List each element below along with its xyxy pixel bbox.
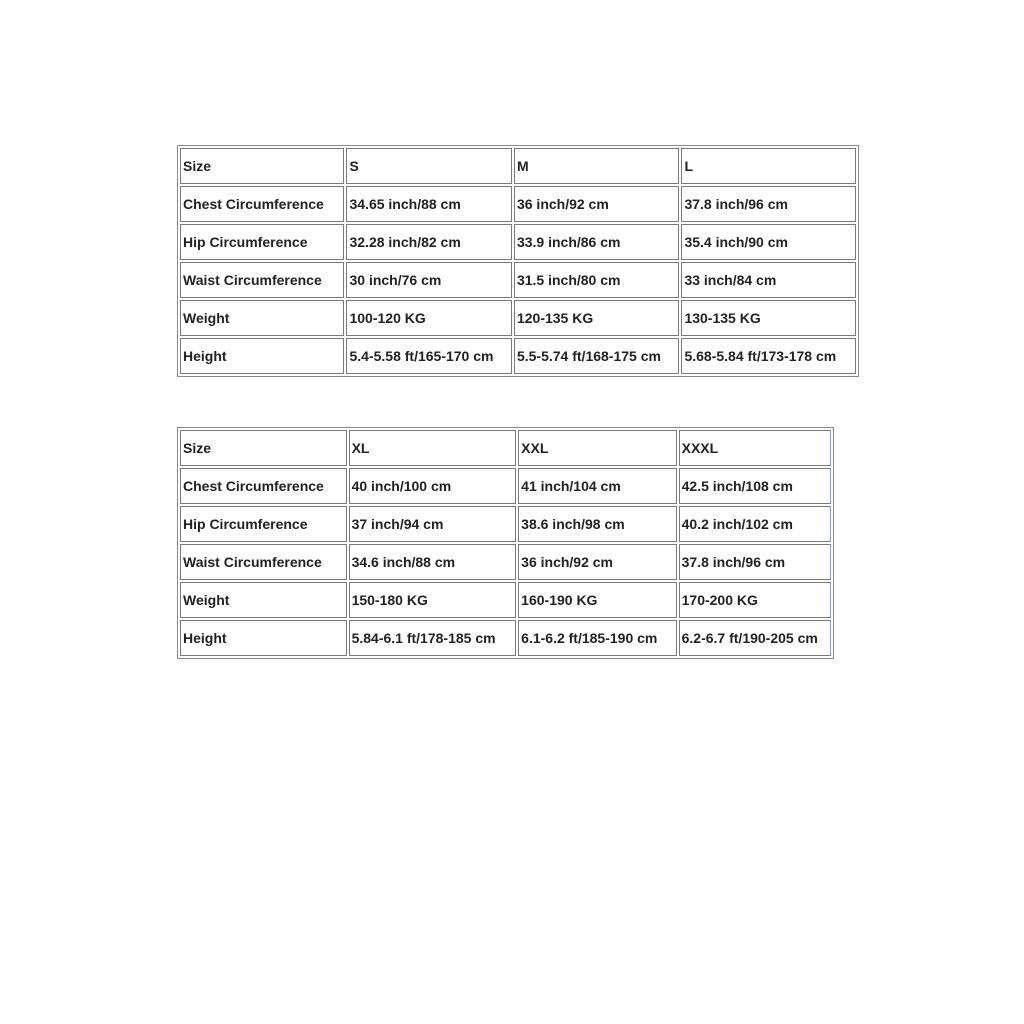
table-row-chest xyxy=(180,468,831,504)
size-cell: XXL xyxy=(518,430,676,466)
value-cell: 100-120 KG xyxy=(346,300,511,336)
row-label-cell: Waist Circumference xyxy=(180,262,344,298)
value-cell: 37.8 inch/96 cm xyxy=(681,186,856,222)
value-cell: 30 inch/76 cm xyxy=(346,262,511,298)
value-cell: 5.68-5.84 ft/173-178 cm xyxy=(681,338,856,374)
value-cell: 41 inch/104 cm xyxy=(518,468,676,504)
value-cell: 36 inch/92 cm xyxy=(514,186,679,222)
row-label-cell: Chest Circumference xyxy=(180,468,347,504)
value-cell: 32.28 inch/82 cm xyxy=(346,224,511,260)
value-cell: 5.4-5.58 ft/165-170 cm xyxy=(346,338,511,374)
table-row-height xyxy=(180,338,856,374)
row-label-cell: Height xyxy=(180,620,347,656)
table-row-weight xyxy=(180,582,831,618)
value-cell: 170-200 KG xyxy=(679,582,831,618)
value-cell: 36 inch/92 cm xyxy=(518,544,676,580)
value-cell: 33 inch/84 cm xyxy=(681,262,856,298)
size-cell: XXXL xyxy=(679,430,831,466)
value-cell: 160-190 KG xyxy=(518,582,676,618)
value-cell: 33.9 inch/86 cm xyxy=(514,224,679,260)
table-row-hip xyxy=(180,224,856,260)
row-label-cell: Weight xyxy=(180,300,344,336)
value-cell: 40.2 inch/102 cm xyxy=(679,506,831,542)
row-label-cell: Height xyxy=(180,338,344,374)
row-label-cell: Hip Circumference xyxy=(180,224,344,260)
value-cell: 42.5 inch/108 cm xyxy=(679,468,831,504)
row-label-cell: Weight xyxy=(180,582,347,618)
table-row-waist xyxy=(180,544,831,580)
row-label-cell: Hip Circumference xyxy=(180,506,347,542)
value-cell: 35.4 inch/90 cm xyxy=(681,224,856,260)
size-chart-table-1 xyxy=(177,145,859,377)
size-cell: XL xyxy=(349,430,517,466)
value-cell: 40 inch/100 cm xyxy=(349,468,517,504)
row-label-cell: Size xyxy=(180,148,344,184)
row-label-cell: Chest Circumference xyxy=(180,186,344,222)
value-cell: 130-135 KG xyxy=(681,300,856,336)
table-row-waist xyxy=(180,262,856,298)
value-cell: 37.8 inch/96 cm xyxy=(679,544,831,580)
value-cell: 150-180 KG xyxy=(349,582,517,618)
value-cell: 34.65 inch/88 cm xyxy=(346,186,511,222)
size-cell: M xyxy=(514,148,679,184)
value-cell: 6.1-6.2 ft/185-190 cm xyxy=(518,620,676,656)
row-label-cell: Size xyxy=(180,430,347,466)
value-cell: 37 inch/94 cm xyxy=(349,506,517,542)
value-cell: 5.84-6.1 ft/178-185 cm xyxy=(349,620,517,656)
size-cell: S xyxy=(346,148,511,184)
value-cell: 31.5 inch/80 cm xyxy=(514,262,679,298)
table-row-height xyxy=(180,620,831,656)
value-cell: 120-135 KG xyxy=(514,300,679,336)
value-cell: 34.6 inch/88 cm xyxy=(349,544,517,580)
size-cell: L xyxy=(681,148,856,184)
table-row-size xyxy=(180,148,856,184)
size-chart-table-2 xyxy=(177,427,834,659)
table-row-weight xyxy=(180,300,856,336)
value-cell: 6.2-6.7 ft/190-205 cm xyxy=(679,620,831,656)
value-cell: 5.5-5.74 ft/168-175 cm xyxy=(514,338,679,374)
value-cell: 38.6 inch/98 cm xyxy=(518,506,676,542)
row-label-cell: Waist Circumference xyxy=(180,544,347,580)
table-row-size xyxy=(180,430,831,466)
table-row-chest xyxy=(180,186,856,222)
table-row-hip xyxy=(180,506,831,542)
